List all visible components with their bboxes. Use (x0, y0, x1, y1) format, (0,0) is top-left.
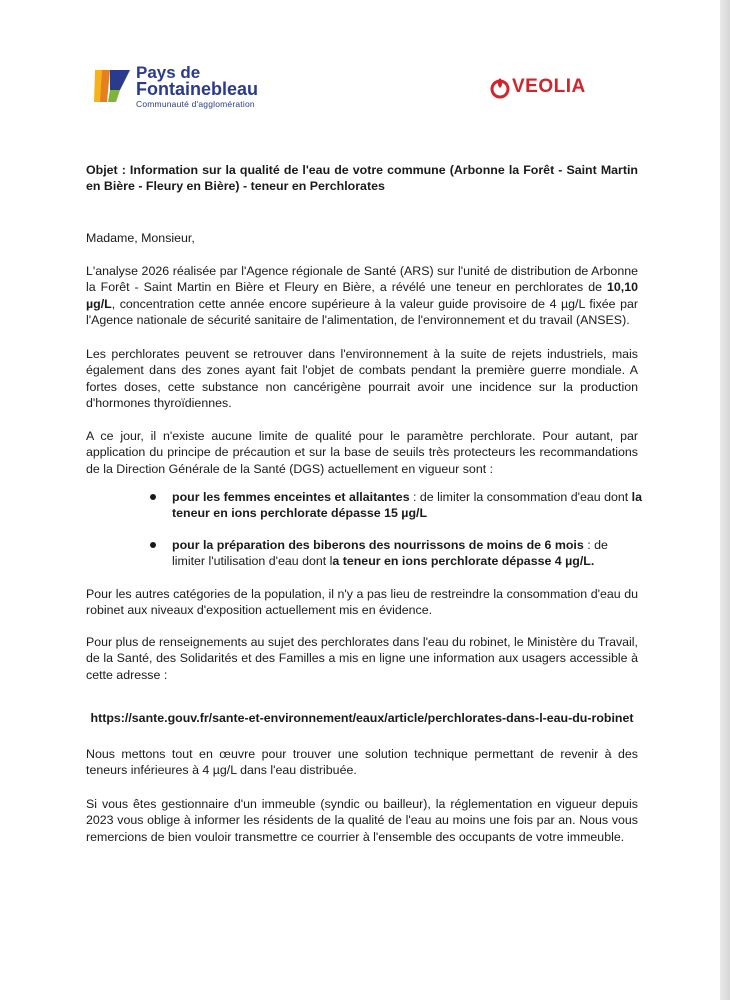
list-item (150, 537, 642, 570)
p1-text-start: L'analyse 2026 réalisée par l'Agence régionale de Santé (ARS) sur l'unité de distribution de Arbonne la Forêt - Saint Martin en Bière et Fleury en Bière, a révélé une teneur en perchlorates de (86, 264, 638, 295)
logo-subtitle: Communauté d'agglomération (136, 99, 255, 109)
veolia-wordmark: VEOLIA (512, 76, 586, 97)
bullet-1-bold-start: pour les femmes enceintes et allaitantes (172, 490, 410, 504)
p1-concentration: 10,10 µg/L (86, 280, 638, 311)
veolia-emblem-icon (490, 76, 512, 100)
letter-subject: Objet : Information sur la qualité de l'eau de votre commune (Arbonne la Forêt - Saint Martin en Bière - Fleury en Bière) - teneur en Perchlorates (86, 163, 638, 194)
p1-text-end: , concentration cette année encore supérieure à la valeur guide provisoire de 4 µg/L fixée par l'Agence nationale de sécurité sanitaire de l'alimentation, de l'environnement et du travail (ANSES). (86, 296, 638, 328)
pays-de-fontainebleau-logo (92, 64, 272, 112)
logo-title-line2: Fontainebleau (136, 79, 259, 99)
bullet-1-text: : de limiter la consommation d'eau dont (409, 490, 632, 504)
bullet-2-bold-end: a teneur en ions perchlorate dépasse 4 µg/L. (332, 554, 595, 569)
paragraph-other-population: Pour les autres catégories de la population, il n'y a pas lieu de restreindre la consommation d'eau du robinet aux niveaux d'exposition actuellement mis en évidence. (86, 587, 638, 618)
bullet-2-bold-start: pour la préparation des biberons des nourrissons de moins de 6 mois (172, 537, 584, 552)
veolia-logo (490, 74, 610, 102)
paragraph-analysis (86, 263, 638, 329)
bullet-icon (150, 494, 156, 500)
letter-greeting: Madame, Monsieur, (86, 231, 195, 245)
bullet-2-text: : de limiter l'utilisation d'eau dont l (172, 537, 608, 569)
paragraph-origin: Les perchlorates peuvent se retrouver dans l'environnement à la suite de rejets industriels, mais également dans des zones ayant fait l'objet de combats pendant la première guerre mondiale. A fortes doses, cette substance non cancérigène pourrait avoir une incidence sur la production d'hormones thyroïdiennes. (86, 347, 638, 411)
page-edge (720, 0, 730, 1000)
fontainebleau-emblem-icon (92, 66, 132, 106)
bullet-icon (150, 542, 156, 548)
bullet-1-bold-end: la teneur en ions perchlorate dépasse 15 µg/L (172, 490, 643, 521)
logo-title-line1: Pays de (136, 63, 201, 82)
recommendations-list (150, 489, 642, 585)
list-item (150, 489, 642, 522)
logo-title (136, 64, 258, 98)
paragraph-solution: Nous mettons tout en œuvre pour trouver une solution technique permettant de revenir à des teneurs inférieures à 4 µg/L dans l'eau distribuée. (86, 747, 638, 778)
paragraph-building-managers: Si vous êtes gestionnaire d'un immeuble (syndic ou bailleur), la réglementation en vigueur depuis 2023 vous oblige à informer les résidents de la qualité de l'eau au moins une fois par an. Nous vous remercions de bien vouloir transmettre ce courrier à l'ensemble des occupants de votre immeuble. (86, 797, 638, 844)
paragraph-more-info: Pour plus de renseignements au sujet des perchlorates dans l'eau du robinet, le Ministère du Travail, de la Santé, des Solidarités et des Familles a mis en ligne une information aux usagers accessible à cette adresse : (86, 635, 638, 682)
info-link[interactable]: https://sante.gouv.fr/sante-et-environnement/eaux/article/perchlorates-dans-l-eau-du-robinet (90, 711, 634, 725)
paragraph-recommendations: A ce jour, il n'existe aucune limite de qualité pour le paramètre perchlorate. Pour autant, par application du principe de précaution et sur la base de seuils très protecteurs les recommandations de la Direction Générale de la Santé (DGS) actuellement en vigueur sont : (86, 429, 638, 476)
